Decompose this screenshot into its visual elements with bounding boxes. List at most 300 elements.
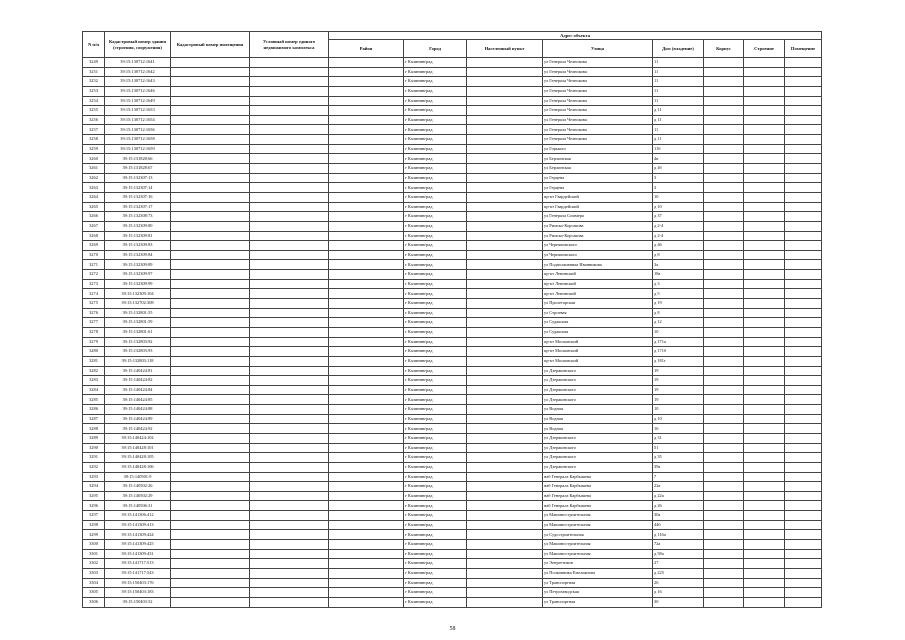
cell-cadastral-room (171, 337, 250, 347)
cell-city: г Калининград (404, 588, 467, 598)
cell-settlement (467, 376, 543, 386)
cell-settlement (467, 125, 543, 135)
cell-room (785, 135, 822, 145)
cell-room (785, 173, 822, 183)
cell-room (785, 164, 822, 174)
cell-house: 30а (653, 511, 704, 521)
cell-cadastral-building: 39:15:132309:97 (105, 270, 171, 280)
cell-building (744, 96, 785, 106)
cell-cadastral-room (171, 125, 250, 135)
cell-room (785, 192, 822, 202)
table-row (83, 270, 822, 280)
cell-num: 3258 (83, 135, 105, 145)
col-city-header: Город (404, 40, 467, 58)
cell-conditional-number (250, 86, 329, 96)
cell-city: г Калининград (404, 405, 467, 415)
cell-cadastral-room (171, 106, 250, 116)
cell-conditional-number (250, 482, 329, 492)
cell-settlement (467, 86, 543, 96)
cell-city: г Калининград (404, 202, 467, 212)
cell-num: 3277 (83, 318, 105, 328)
cell-settlement (467, 588, 543, 598)
cell-num: 3260 (83, 154, 105, 164)
cell-num: 3251 (83, 67, 105, 77)
cell-city: г Калининград (404, 144, 467, 154)
cell-room (785, 376, 822, 386)
cell-cadastral-room (171, 135, 250, 145)
cell-district (329, 125, 404, 135)
cell-building (744, 231, 785, 241)
table-row (83, 135, 822, 145)
cell-cadastral-building: 39:15:132307:17 (105, 202, 171, 212)
cell-settlement (467, 443, 543, 453)
cell-settlement (467, 347, 543, 357)
cell-korpus (704, 241, 744, 251)
cell-building (744, 106, 785, 116)
cell-cadastral-building: 39:15:141309:424 (105, 530, 171, 540)
cell-city: г Калининград (404, 597, 467, 607)
cell-district (329, 347, 404, 357)
cell-street: пр-кт Московский (543, 347, 653, 357)
cell-building (744, 356, 785, 366)
cell-house: 16 (653, 424, 704, 434)
cell-conditional-number (250, 549, 329, 559)
cell-conditional-number (250, 318, 329, 328)
cell-city: г Калининград (404, 260, 467, 270)
cell-district (329, 115, 404, 125)
cell-district (329, 183, 404, 193)
cell-num: 3252 (83, 77, 105, 87)
cell-conditional-number (250, 559, 329, 569)
cell-conditional-number (250, 433, 329, 443)
cell-city: г Калининград (404, 327, 467, 337)
cell-settlement (467, 568, 543, 578)
cell-district (329, 472, 404, 482)
cell-house: 19 (653, 395, 704, 405)
cell-conditional-number (250, 299, 329, 309)
cell-building (744, 347, 785, 357)
cell-building (744, 472, 785, 482)
cell-street: ул Черняховского (543, 241, 653, 251)
cell-building (744, 511, 785, 521)
cell-district (329, 270, 404, 280)
cell-room (785, 250, 822, 260)
cell-street: ул Генерала Челнокова (543, 86, 653, 96)
cell-korpus (704, 472, 744, 482)
table-row (83, 327, 822, 337)
cell-room (785, 183, 822, 193)
cell-cadastral-room (171, 588, 250, 598)
cell-street: ул Водная (543, 414, 653, 424)
cell-settlement (467, 279, 543, 289)
cell-cadastral-room (171, 154, 250, 164)
cell-cadastral-room (171, 279, 250, 289)
cell-house: д 11 (653, 106, 704, 116)
cell-district (329, 530, 404, 540)
cell-cadastral-room (171, 173, 250, 183)
cell-street: ул Генерала Челнокова (543, 125, 653, 135)
cell-city: г Калининград (404, 472, 467, 482)
cell-settlement (467, 559, 543, 569)
cell-building (744, 540, 785, 550)
cell-cadastral-building: 39:15:130712:1653 (105, 106, 171, 116)
cell-cadastral-room (171, 501, 250, 511)
cell-conditional-number (250, 270, 329, 280)
cell-korpus (704, 337, 744, 347)
cell-district (329, 86, 404, 96)
cell-cadastral-room (171, 67, 250, 77)
cell-house: 18а (653, 270, 704, 280)
cell-building (744, 135, 785, 145)
cell-house: д 3 (653, 279, 704, 289)
cell-street: пр-кт Московский (543, 337, 653, 347)
cell-district (329, 260, 404, 270)
cell-district (329, 482, 404, 492)
cell-cadastral-building: 39:15:130712:1656 (105, 125, 171, 135)
cell-cadastral-building: 39:15:130712:1649 (105, 96, 171, 106)
table-row (83, 356, 822, 366)
cell-settlement (467, 270, 543, 280)
table-row (83, 106, 822, 116)
cell-korpus (704, 366, 744, 376)
cell-house: 11 (653, 96, 704, 106)
cell-district (329, 443, 404, 453)
cell-building (744, 405, 785, 415)
cell-num: 3290 (83, 443, 105, 453)
table-row (83, 144, 822, 154)
cell-conditional-number (250, 395, 329, 405)
cell-cadastral-building: 39:15:132308:73 (105, 212, 171, 222)
cell-korpus (704, 424, 744, 434)
cell-city: г Калининград (404, 250, 467, 260)
cell-num: 3298 (83, 520, 105, 530)
cell-korpus (704, 588, 744, 598)
cell-cadastral-room (171, 183, 250, 193)
cell-conditional-number (250, 462, 329, 472)
cell-conditional-number (250, 221, 329, 231)
cell-city: г Калининград (404, 221, 467, 231)
cell-street: ул Генерала Челнокова (543, 77, 653, 87)
cell-room (785, 462, 822, 472)
cell-korpus (704, 289, 744, 299)
cell-cadastral-building: 39:15:140424:92 (105, 424, 171, 434)
cell-cadastral-building: 39:15:130712:1646 (105, 86, 171, 96)
cell-house: 19 (653, 385, 704, 395)
cell-district (329, 501, 404, 511)
cell-house: д 181г (653, 356, 704, 366)
cell-street: ул Герцена (543, 183, 653, 193)
cell-room (785, 270, 822, 280)
cell-cadastral-building: 39:15:141306:412 (105, 511, 171, 521)
cell-district (329, 231, 404, 241)
cell-room (785, 289, 822, 299)
cell-cadastral-building: 39:15:132702:308 (105, 299, 171, 309)
cell-cadastral-room (171, 568, 250, 578)
cell-room (785, 549, 822, 559)
cell-conditional-number (250, 202, 329, 212)
cell-korpus (704, 67, 744, 77)
cell-cadastral-building: 39:15:140506:31 (105, 501, 171, 511)
cell-korpus (704, 433, 744, 443)
cell-house: 51 (653, 443, 704, 453)
cell-street: ул Водная (543, 405, 653, 415)
object-address-table (82, 31, 822, 608)
cell-city: г Калининград (404, 164, 467, 174)
cell-room (785, 559, 822, 569)
cell-house: д 171б (653, 347, 704, 357)
cell-cadastral-room (171, 270, 250, 280)
cell-building (744, 58, 785, 68)
cell-street: ул Генерала Соммера (543, 212, 653, 222)
cell-cadastral-building: 39:15:140501:9 (105, 472, 171, 482)
cell-district (329, 202, 404, 212)
cell-district (329, 279, 404, 289)
cell-conditional-number (250, 260, 329, 270)
table-row (83, 77, 822, 87)
address-group-header: Адрес объекта (329, 32, 822, 40)
cell-cadastral-room (171, 202, 250, 212)
cell-cadastral-room (171, 96, 250, 106)
cell-cadastral-building: 39:15:132801:59 (105, 318, 171, 328)
cell-korpus (704, 318, 744, 328)
cell-building (744, 578, 785, 588)
cell-district (329, 106, 404, 116)
cell-cadastral-building: 39:15:131828:66 (105, 154, 171, 164)
cell-building (744, 212, 785, 222)
cell-num: 3293 (83, 472, 105, 482)
table-row (83, 250, 822, 260)
cell-cadastral-building: 39:15:132309:99 (105, 279, 171, 289)
cell-district (329, 154, 404, 164)
cell-cadastral-building: 39:15:132307:13 (105, 173, 171, 183)
cell-house: д 58а (653, 549, 704, 559)
cell-cadastral-room (171, 530, 250, 540)
cell-korpus (704, 192, 744, 202)
cell-cadastral-room (171, 433, 250, 443)
cell-num: 3274 (83, 289, 105, 299)
cell-num: 3273 (83, 279, 105, 289)
cell-room (785, 67, 822, 77)
cell-conditional-number (250, 154, 329, 164)
cell-district (329, 135, 404, 145)
cell-korpus (704, 356, 744, 366)
cell-cadastral-building: 39:15:140502:29 (105, 491, 171, 501)
cell-num: 3254 (83, 96, 105, 106)
cell-settlement (467, 289, 543, 299)
cell-cadastral-room (171, 597, 250, 607)
cell-korpus (704, 414, 744, 424)
cell-house: 11 (653, 58, 704, 68)
cell-settlement (467, 501, 543, 511)
cell-settlement (467, 597, 543, 607)
cell-conditional-number (250, 424, 329, 434)
cell-district (329, 491, 404, 501)
cell-building (744, 77, 785, 87)
cell-conditional-number (250, 511, 329, 521)
cell-street: ул Дзержинского (543, 453, 653, 463)
cell-room (785, 86, 822, 96)
cell-street: ул Горького (543, 144, 653, 154)
cell-cadastral-room (171, 221, 250, 231)
cell-building (744, 183, 785, 193)
cell-building (744, 318, 785, 328)
cell-room (785, 299, 822, 309)
cell-house: 10 (653, 405, 704, 415)
cell-building (744, 67, 785, 77)
cell-city: г Калининград (404, 559, 467, 569)
cell-cadastral-building: 39:15:132309:83 (105, 241, 171, 251)
cell-building (744, 327, 785, 337)
cell-conditional-number (250, 520, 329, 530)
cell-num: 3278 (83, 327, 105, 337)
cell-cadastral-building: 39:15:132307:14 (105, 183, 171, 193)
cell-cadastral-building: 39:15:140424:81 (105, 366, 171, 376)
cell-cadastral-building: 39:15:140424:89 (105, 414, 171, 424)
cell-building (744, 395, 785, 405)
cell-building (744, 482, 785, 492)
cell-settlement (467, 260, 543, 270)
cell-cadastral-room (171, 289, 250, 299)
cell-settlement (467, 164, 543, 174)
cell-house: 11 (653, 77, 704, 87)
cell-num: 3253 (83, 86, 105, 96)
cell-settlement (467, 96, 543, 106)
cell-room (785, 491, 822, 501)
cell-cadastral-building: 39:15:140424:82 (105, 376, 171, 386)
cell-district (329, 96, 404, 106)
cell-num: 3256 (83, 115, 105, 125)
cell-num: 3259 (83, 144, 105, 154)
cell-house: д 2-4 (653, 221, 704, 231)
cell-district (329, 212, 404, 222)
cell-street: ул Генерала Челнокова (543, 67, 653, 77)
cell-korpus (704, 173, 744, 183)
cell-cadastral-room (171, 540, 250, 550)
cell-room (785, 58, 822, 68)
cell-room (785, 443, 822, 453)
cell-cadastral-room (171, 511, 250, 521)
cell-num: 3269 (83, 241, 105, 251)
cell-cadastral-building: 39:15:132803:93 (105, 347, 171, 357)
cell-house: 11 (653, 125, 704, 135)
cell-street: ул Дзержинского (543, 385, 653, 395)
cell-conditional-number (250, 250, 329, 260)
cell-room (785, 144, 822, 154)
cell-cadastral-building: 39:15:130712:1658 (105, 135, 171, 145)
cell-cadastral-room (171, 472, 250, 482)
cell-cadastral-room (171, 58, 250, 68)
cell-cadastral-room (171, 327, 250, 337)
table-row (83, 58, 822, 68)
cell-room (785, 347, 822, 357)
cell-korpus (704, 183, 744, 193)
cell-house: д 116а (653, 530, 704, 540)
cell-korpus (704, 327, 744, 337)
cell-street: ул Дзержинского (543, 433, 653, 443)
col-conditional-number-header: Условный номер единого недвижимого комплекса (250, 32, 329, 58)
cell-settlement (467, 395, 543, 405)
table-row (83, 443, 822, 453)
cell-cadastral-room (171, 77, 250, 87)
cell-building (744, 154, 785, 164)
cell-cadastral-building: 39:15:141309:413 (105, 520, 171, 530)
cell-district (329, 289, 404, 299)
table-row (83, 433, 822, 443)
cell-cadastral-room (171, 520, 250, 530)
cell-building (744, 221, 785, 231)
table-header (83, 32, 822, 58)
cell-house: 26 (653, 578, 704, 588)
cell-korpus (704, 568, 744, 578)
cell-conditional-number (250, 366, 329, 376)
cell-room (785, 356, 822, 366)
table-row (83, 578, 822, 588)
cell-num: 3291 (83, 453, 105, 463)
cell-cadastral-room (171, 366, 250, 376)
cell-city: г Калининград (404, 443, 467, 453)
cell-house: д 16 (653, 588, 704, 598)
cell-building (744, 144, 785, 154)
cell-settlement (467, 135, 543, 145)
cell-street: пр-кт Ленинский (543, 279, 653, 289)
cell-room (785, 125, 822, 135)
cell-street: наб Генерала Карбышева (543, 501, 653, 511)
cell-house: 4в (653, 154, 704, 164)
cell-num: 3306 (83, 597, 105, 607)
table-row (83, 405, 822, 415)
cell-conditional-number (250, 173, 329, 183)
cell-conditional-number (250, 540, 329, 550)
table-row (83, 221, 822, 231)
cell-room (785, 212, 822, 222)
cell-city: г Калининград (404, 501, 467, 511)
cell-settlement (467, 115, 543, 125)
cell-conditional-number (250, 588, 329, 598)
cell-street: наб Генерала Карбышева (543, 472, 653, 482)
table-row (83, 597, 822, 607)
cell-settlement (467, 241, 543, 251)
cell-num: 3270 (83, 250, 105, 260)
cell-city: г Калининград (404, 424, 467, 434)
cell-cadastral-room (171, 164, 250, 174)
cell-building (744, 453, 785, 463)
cell-building (744, 491, 785, 501)
cell-city: г Калининград (404, 299, 467, 309)
table-row (83, 289, 822, 299)
cell-conditional-number (250, 501, 329, 511)
cell-street: ул Судакская (543, 318, 653, 328)
cell-building (744, 549, 785, 559)
cell-building (744, 270, 785, 280)
cell-conditional-number (250, 347, 329, 357)
cell-building (744, 299, 785, 309)
cell-building (744, 86, 785, 96)
cell-street: ул Берлинская (543, 164, 653, 174)
cell-city: г Калининград (404, 77, 467, 87)
cell-cadastral-room (171, 578, 250, 588)
cell-settlement (467, 356, 543, 366)
cell-room (785, 588, 822, 598)
cell-street: наб Генерала Карбышева (543, 482, 653, 492)
cell-city: г Калининград (404, 433, 467, 443)
cell-city: г Калининград (404, 154, 467, 164)
cell-building (744, 385, 785, 395)
cell-house: 10 (653, 327, 704, 337)
cell-cadastral-building: 39:15:141717:543 (105, 568, 171, 578)
cell-city: г Калининград (404, 376, 467, 386)
cell-city: г Калининград (404, 106, 467, 116)
cell-settlement (467, 77, 543, 87)
